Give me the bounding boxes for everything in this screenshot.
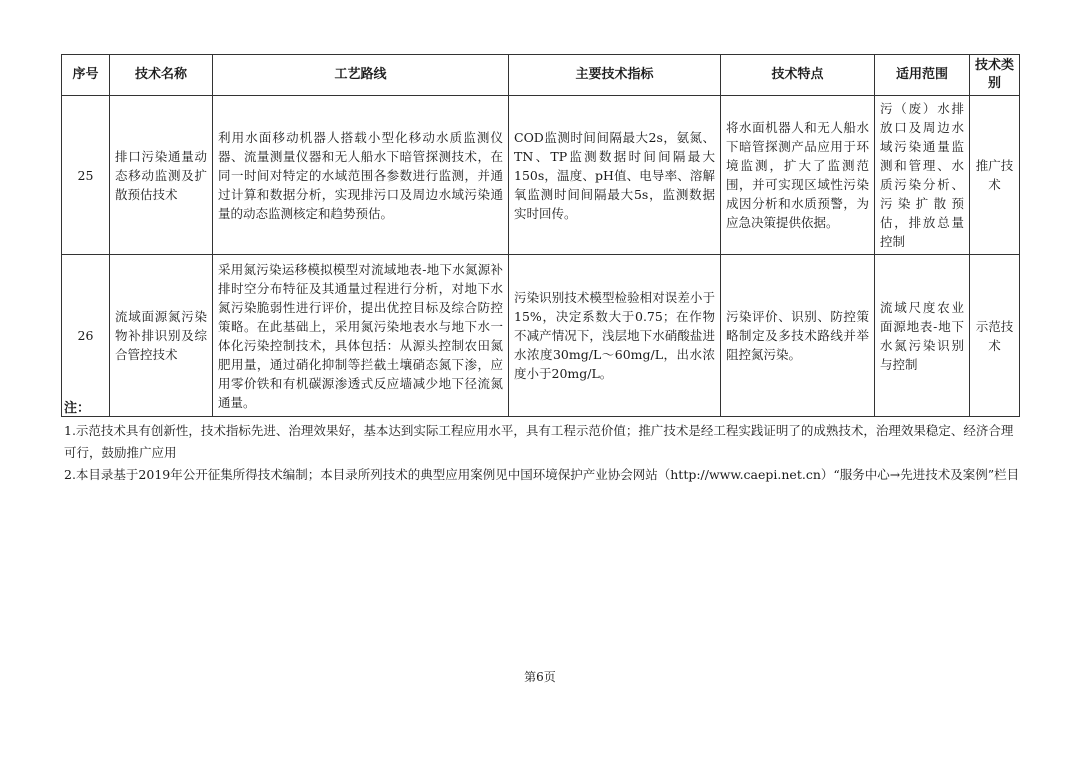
header-route: 工艺路线	[213, 55, 509, 96]
tech-category: 推广技术	[970, 96, 1020, 255]
applicable-scope: 流域尺度农业面源地表-地下水氮污染识别与控制	[875, 255, 970, 417]
row-number: 25	[62, 96, 110, 255]
tech-name: 排口污染通量动态移动监测及扩散预估技术	[110, 96, 213, 255]
technology-table	[61, 54, 1020, 417]
notes-section	[64, 398, 1022, 486]
table-header-row	[62, 55, 1020, 96]
applicable-scope: 污（废）水排放口及周边水域污染通量监测和管理、水质污染分析、污染扩散预估，排放总量控制	[875, 96, 970, 255]
note-item: 2.本目录基于2019年公开征集所得技术编制；本目录所列技术的典型应用案例见中国环境保护产业协会网站（http://www.caepi.net.cn）“服务中心→先进技术及案例”栏目	[64, 467, 1020, 482]
tech-name: 流域面源氮污染物补排识别及综合管控技术	[110, 255, 213, 417]
tech-features: 将水面机器人和无人船水下暗管探测产品应用于环境监测，扩大了监测范围，并可实现区域性污染成因分析和水质预警，为应急决策提供依据。	[721, 96, 875, 255]
note-item: 1.示范技术具有创新性，技术指标先进、治理效果好，基本达到实际工程应用水平，具有工程示范价值；推广技术是经工程实践证明了的成熟技术，治理效果稳定、经济合理可行，鼓励推广应用	[64, 423, 1014, 460]
row-number: 26	[62, 255, 110, 417]
header-scope: 适用范围	[875, 55, 970, 96]
table-row	[62, 255, 1020, 417]
page-number: 第6页	[524, 670, 556, 684]
tech-features: 污染评价、识别、防控策略制定及多技术路线并举阻控氮污染。	[721, 255, 875, 417]
notes-heading: 注：	[64, 401, 91, 416]
header-no: 序号	[62, 55, 110, 96]
table-row	[62, 96, 1020, 255]
main-indicators: 污染识别技术模型检验相对误差小于15%，决定系数大于0.75；在作物不减产情况下，浅层地下水硝酸盐进水浓度30mg/L～60mg/L，出水浓度小于20mg/L。	[509, 255, 721, 417]
header-features: 技术特点	[721, 55, 875, 96]
main-indicators: COD监测时间间隔最大2s，氨氮、TN、TP监测数据时间间隔最大150s，温度、pH值、电导率、溶解氧监测时间间隔最大5s，监测数据实时回传。	[509, 96, 721, 255]
header-category: 技术类别	[970, 55, 1020, 96]
tech-category: 示范技术	[970, 255, 1020, 417]
process-route: 采用氮污染运移模拟模型对流域地表-地下水氮源补排时空分布特征及其通量过程进行分析，对地下水氮污染脆弱性进行评价，提出优控目标及综合防控策略。在此基础上，采用氮污染地表水与地下水一体化污染控制技术，具体包括：从源头控制农田氮肥用量，通过硝化抑制等拦截土壤硝态氮下渗，应用零价铁和有机碳源渗透式反应墙减少地下径流氮通量。	[213, 255, 509, 417]
header-name: 技术名称	[110, 55, 213, 96]
header-indicators: 主要技术指标	[509, 55, 721, 96]
process-route: 利用水面移动机器人搭载小型化移动水质监测仪器、流量测量仪器和无人船水下暗管探测技术，在同一时间对特定的水域范围各参数进行监测，并通过计算和数据分析，实现排污口及周边水域污染通量的动态监测核定和趋势预估。	[213, 96, 509, 255]
